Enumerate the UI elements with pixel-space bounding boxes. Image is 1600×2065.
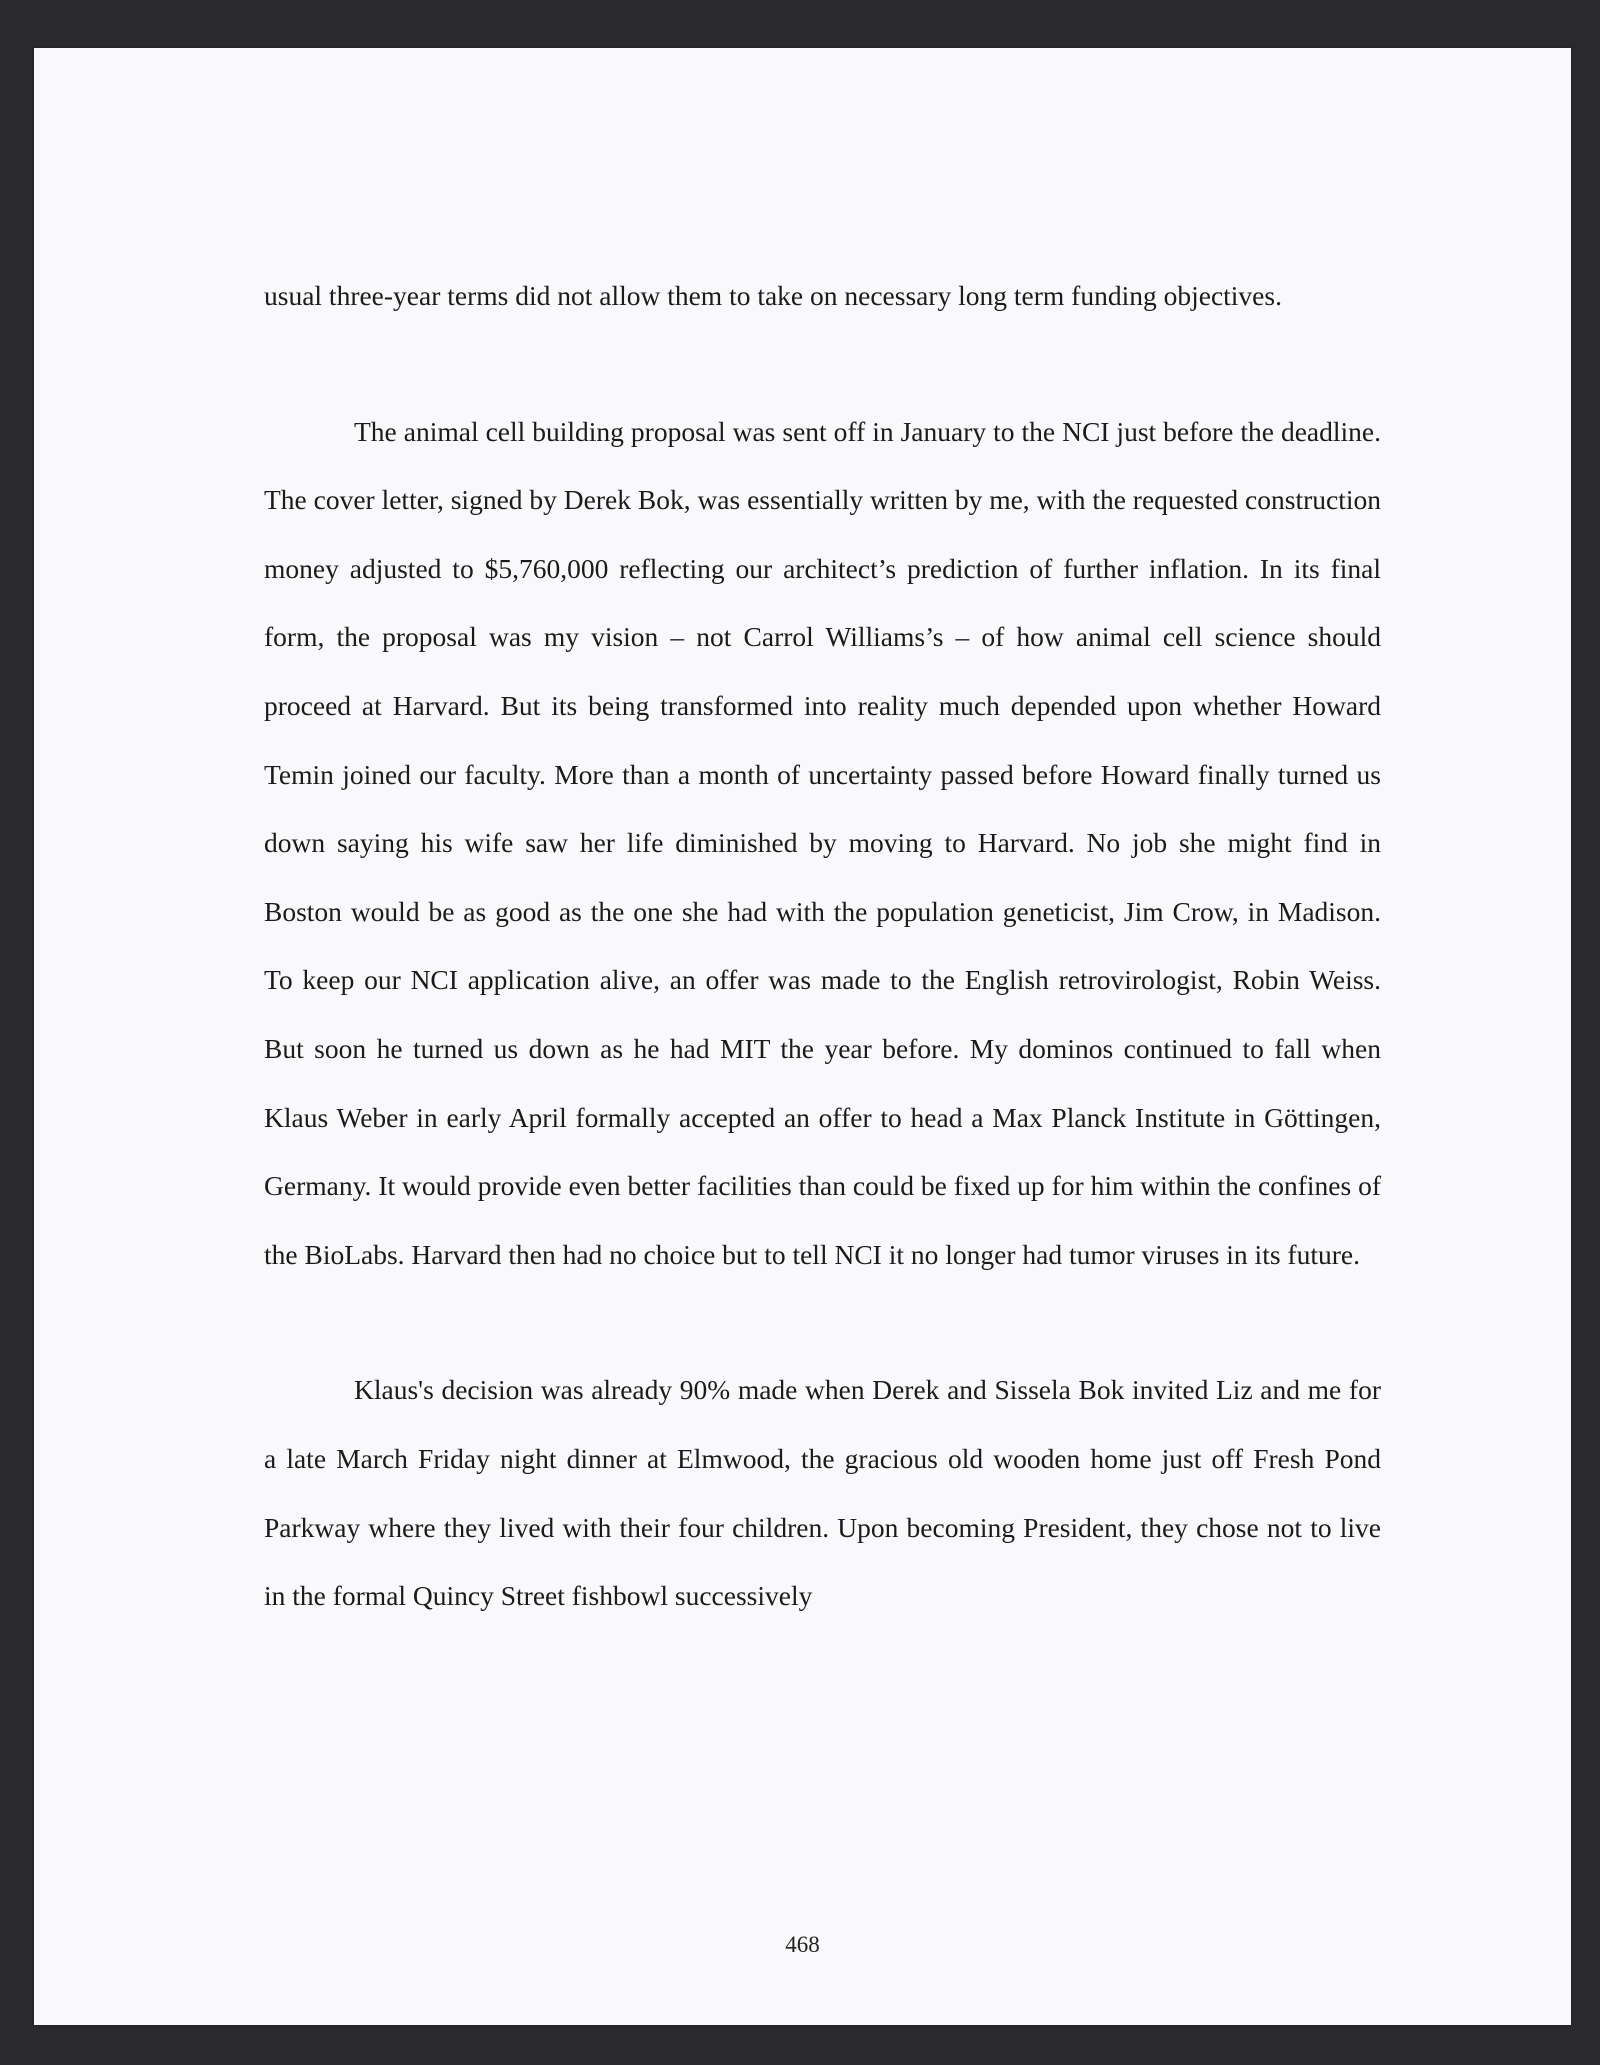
- page-number: 468: [785, 1932, 820, 1957]
- body-text: [264, 262, 1381, 1631]
- paragraph-continuation: usual three-year terms did not allow them to take on necessary long term funding objectives.: [264, 280, 1282, 311]
- document-page: [34, 48, 1571, 2025]
- paragraph-nci-proposal: The animal cell building proposal was sent off in January to the NCI just before the deadline. The cover letter, signed by Derek Bok, was essentially written by me, with the requested construction money adjusted to $5,760,000 reflecting our architect’s prediction of further inflation. In its final form, the proposal was my vision – not Carrol Williams’s – of how animal cell science should proceed at Harvard. But its being transformed into reality much depended upon whether Howard Temin joined our faculty. More than a month of uncertainty passed before Howard finally turned us down saying his wife saw her life diminished by moving to Harvard. No job she might find in Boston would be as good as the one she had with the population geneticist, Jim Crow, in Madison. To keep our NCI application alive, an offer was made to the English retrovirologist, Robin Weiss. But soon he turned us down as he had MIT the year before. My dominos continued to fall when Klaus Weber in early April formally accepted an offer to head a Max Planck Institute in Göttingen, Germany. It would provide even better facilities than could be fixed up for him within the confines of the BioLabs. Harvard then had no choice but to tell NCI it no longer had tumor viruses in its future.: [264, 415, 1381, 1270]
- paragraph-elmwood-dinner: Klaus's decision was already 90% made when Derek and Sissela Bok invited Liz and me for a late March Friday night dinner at Elmwood, the gracious old wooden home just off Fresh Pond Parkway where they lived with their four children. Upon becoming President, they chose not to live in the formal Quincy Street fishbowl successively: [264, 1374, 1381, 1612]
